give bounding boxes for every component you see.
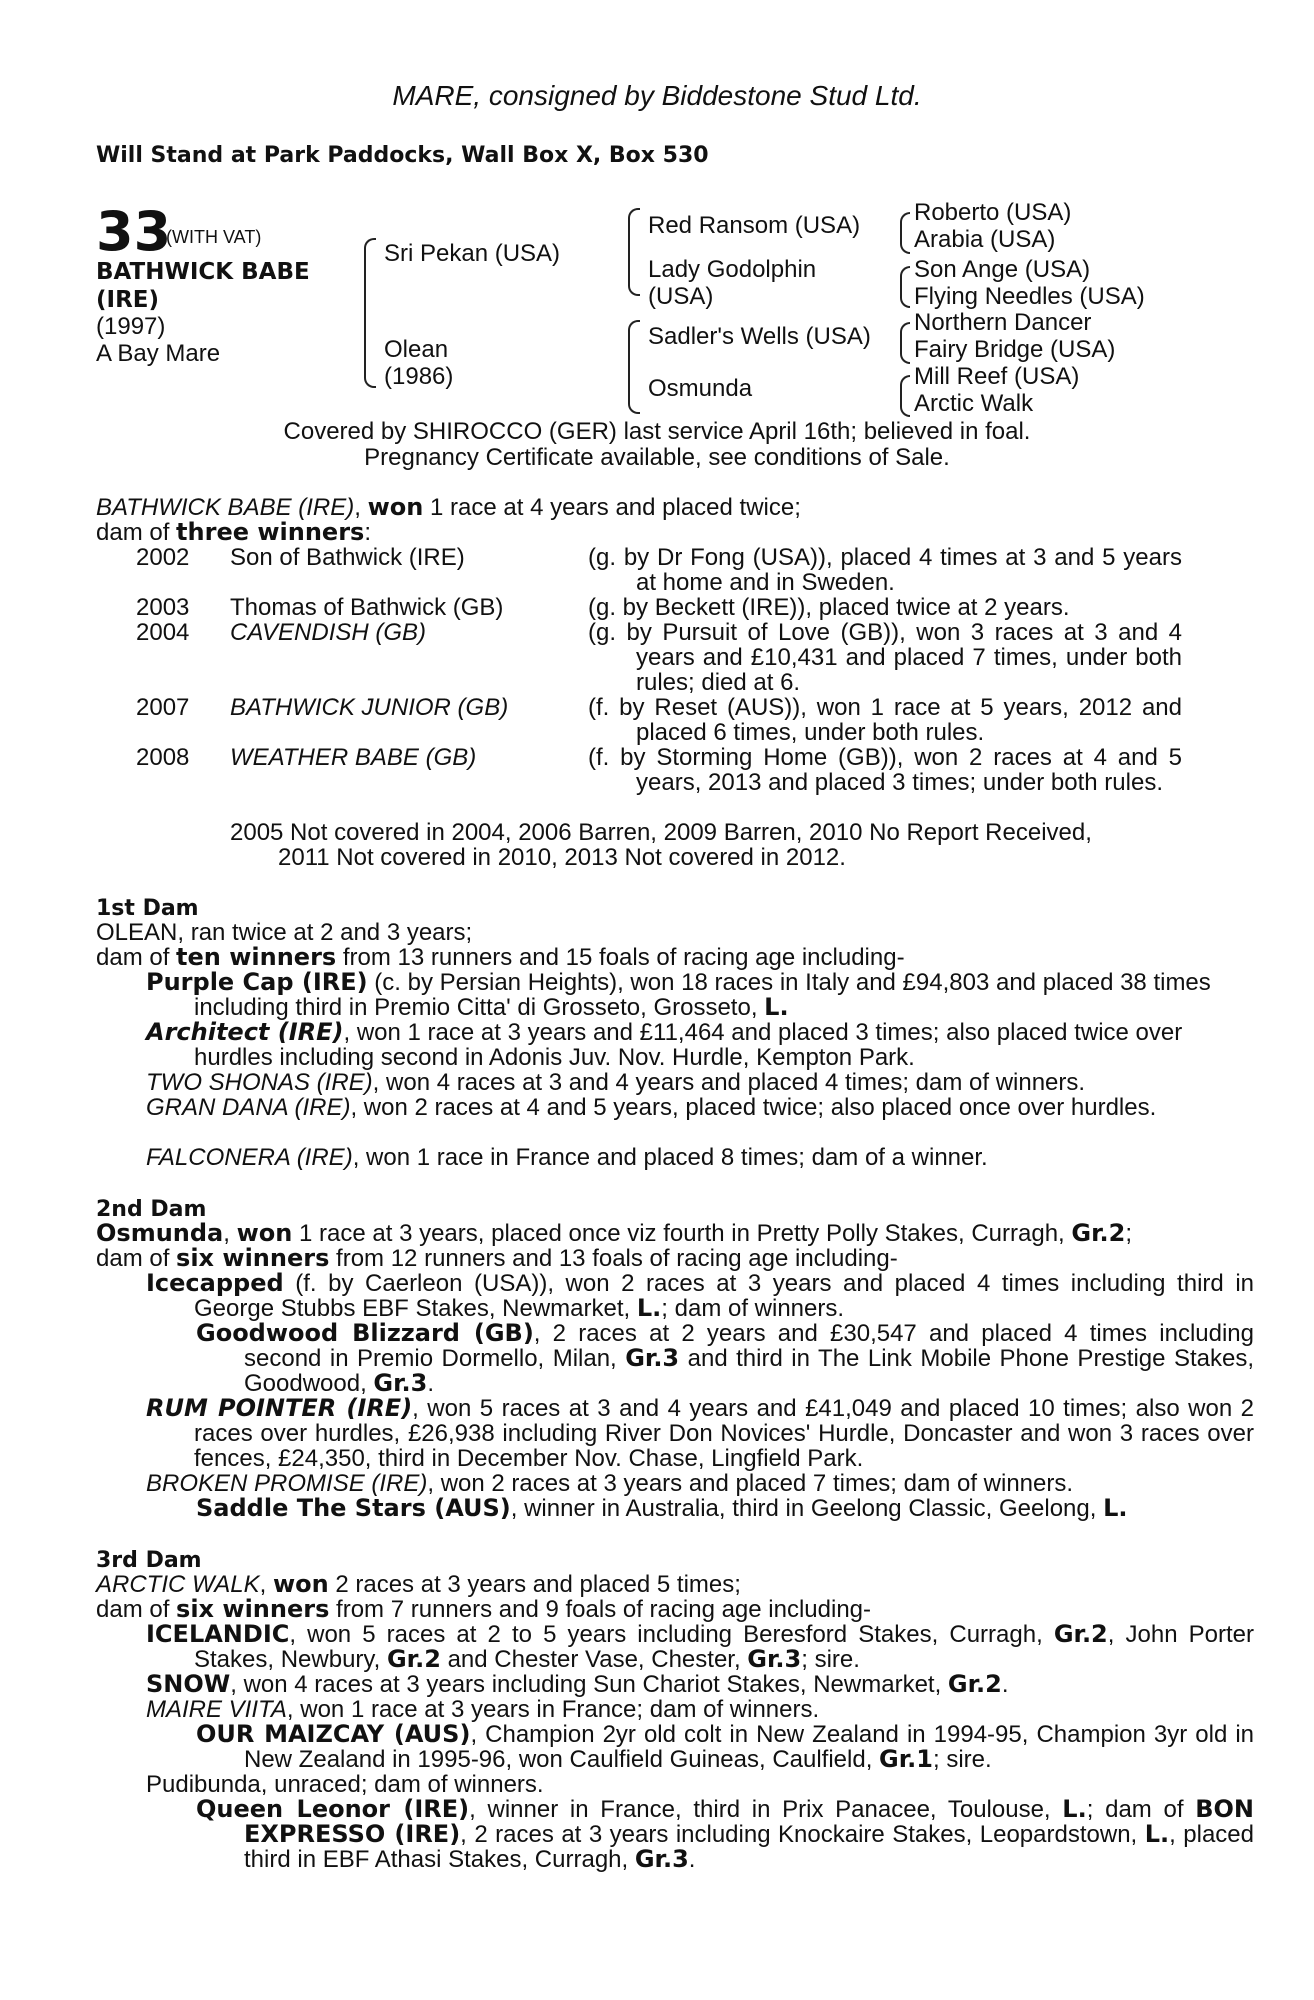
produce-entry: Purple Cap (IRE) (c. by Persian Heights), won 18 races in Italy and £94,803 and placed 38 times including third in Premio Citta' di Grosseto, Grosseto, L. — [146, 968, 1211, 1021]
pedigree-brace — [628, 208, 640, 296]
produce-name: CAVENDISH (GB) — [230, 619, 427, 646]
horse-year: (1997) — [96, 313, 166, 340]
produce-year: 2007 — [136, 694, 190, 721]
produce-description: (f. by Reset (AUS)), won 1 race at 5 years, 2012 and placed 6 times, under both rules. — [588, 694, 1182, 746]
first-dam-produce-summary: dam of ten winners from 13 runners and 15 foals of racing age including- — [96, 943, 905, 971]
produce-entry: Architect (IRE), won 1 race at 3 years and £11,464 and placed 3 times; also placed twice over hurdles including second in Adonis Juv. Nov. Hurdle, Kempton Park. — [146, 1018, 1183, 1071]
second-dam-produce-summary: dam of six winners from 12 runners and 13 foals of racing age including- — [96, 1244, 898, 1272]
produce-entry: ICELANDIC, won 5 races at 2 to 5 years including Beresford Stakes, Curragh, Gr.2, John Porter Stakes, Newbury, Gr.2 and Chester Vase, Chester, Gr.3; sire. — [146, 1620, 1255, 1673]
dam-dam-dam: Arctic Walk — [914, 390, 1034, 417]
produce-entry: OUR MAIZCAY (AUS), Champion 2yr old colt in New Zealand in 1994-95, Champion 3yr old in New Zealand in 1995-96, won Caulfield Guineas, Caulfield, Gr.1; sire. — [196, 1720, 1255, 1773]
produce-entry: TWO SHONAS (IRE), won 4 races at 3 and 4 years and placed 4 times; dam of winners. — [146, 1069, 1086, 1096]
third-dam-produce-summary: dam of six winners from 7 runners and 9 foals of racing age including- — [96, 1595, 872, 1623]
third-dam-heading: 3rd Dam — [96, 1548, 202, 1573]
third-dam-record: ARCTIC WALK, won 2 races at 3 years and placed 5 times; — [96, 1570, 741, 1598]
sire-name: Sri Pekan (USA) — [384, 240, 561, 267]
produce-description: (g. by Beckett (IRE)), placed twice at 2 years. — [588, 594, 1070, 621]
pedigree-brace — [364, 238, 376, 388]
first-dam-record: OLEAN, ran twice at 2 and 3 years; — [96, 919, 473, 946]
mare-record-text: 1 race at 4 years and placed twice; — [423, 494, 801, 521]
dam-sire: Sadler's Wells (USA) — [648, 323, 871, 350]
sire-sire-dam: Arabia (USA) — [914, 226, 1056, 253]
first-dam-heading: 1st Dam — [96, 896, 199, 921]
second-dam-record: Osmunda, won 1 race at 3 years, placed once viz fourth in Pretty Polly Stakes, Curragh, Gr.2; — [96, 1219, 1132, 1247]
mare-winners: three winners — [176, 518, 365, 546]
produce-year: 2003 — [136, 594, 190, 621]
second-dam-heading: 2nd Dam — [96, 1197, 207, 1222]
stand-location: Will Stand at Park Paddocks, Wall Box X, Box 530 — [96, 143, 709, 168]
produce-description: (g. by Dr Fong (USA)), placed 4 times at 3 and 5 years at home and in Sweden. — [588, 544, 1182, 596]
produce-entry: GRAN DANA (IRE), won 2 races at 4 and 5 years, placed twice; also placed once over hurdles. — [146, 1094, 1157, 1121]
pedigree-brace — [900, 266, 910, 308]
produce-entry: RUM POINTER (IRE), won 5 races at 3 and 4 years and £41,049 and placed 10 times; also won 2 races over hurdles, £26,938 including River Don Novices' Hurdle, Doncaster and won 3 races over fences, £24,350, third in December Nov. Chase, Lingfield Park. — [146, 1394, 1254, 1472]
horse-name: BATHWICK BABE (IRE) — [96, 259, 310, 313]
produce-entry: Goodwood Blizzard (GB), 2 races at 2 years and £30,547 and placed 4 times including second in Premio Dormello, Milan, Gr.3 and third in The Link Mobile Phone Prestige Stakes, Goodwood, Gr.3. — [196, 1319, 1254, 1397]
horse-info — [96, 313, 220, 367]
produce-entry: Icecapped (f. by Caerleon (USA)), won 2 races at 3 years and placed 4 times including third in George Stubbs EBF Stakes, Newmarket, L.; dam of winners. — [146, 1269, 1254, 1322]
sire-dam-sire: Son Ange (USA) — [914, 256, 1091, 283]
sire-dam-dam: Flying Needles (USA) — [914, 283, 1145, 310]
horse-description: A Bay Mare — [96, 340, 221, 367]
produce-year: 2004 — [136, 619, 190, 646]
produce-entry: MAIRE VIITA, won 1 race at 3 years in France; dam of winners. — [146, 1696, 820, 1723]
produce-entry: Pudibunda, unraced; dam of winners. — [146, 1771, 544, 1798]
sire-sire-sire: Roberto (USA) — [914, 199, 1072, 226]
produce-notes-1: 2005 Not covered in 2004, 2006 Barren, 2009 Barren, 2010 No Report Received, — [230, 819, 1092, 846]
covered-line-1: Covered by SHIROCCO (GER) last service April 16th; believed in foal. — [283, 418, 1031, 445]
mare-record: BATHWICK BABE (IRE), won 1 race at 4 years and placed twice; — [96, 493, 801, 521]
mare-dam-of: dam of three winners: — [96, 518, 371, 546]
produce-entry: Queen Leonor (IRE), winner in France, third in Prix Panacee, Toulouse, L.; dam of BON EXPRESSO (IRE), 2 races at 3 years including Knockaire Stakes, Leopardstown, L., placed third in EBF Athasi Stakes, Curragh, Gr.3. — [196, 1795, 1254, 1873]
pedigree-brace — [900, 212, 910, 254]
sire-dam-country: (USA) — [648, 283, 714, 310]
sire-dam: Lady Godolphin — [648, 256, 817, 283]
produce-description: (g. by Pursuit of Love (GB)), won 3 races at 3 and 4 years and £10,431 and placed 7 times, under both rules; died at 6. — [588, 619, 1182, 696]
dam-name: Olean — [384, 336, 449, 363]
produce-year: 2002 — [136, 544, 190, 571]
produce-entry: Saddle The Stars (AUS), winner in Australia, third in Geelong Classic, Geelong, L. — [196, 1494, 1128, 1522]
produce-notes-2: 2011 Not covered in 2010, 2013 Not covered in 2012. — [278, 844, 846, 871]
produce-year: 2008 — [136, 744, 190, 771]
dam-sire-dam: Fairy Bridge (USA) — [914, 336, 1116, 363]
vat-note: (WITH VAT) — [166, 227, 262, 247]
covered-line-2: Pregnancy Certificate available, see conditions of Sale. — [364, 444, 950, 471]
produce-entry: BROKEN PROMISE (IRE), won 2 races at 3 years and placed 7 times; dam of winners. — [146, 1470, 1074, 1497]
mare-won: won — [367, 493, 424, 521]
produce-description: (f. by Storming Home (GB)), won 2 races at 4 and 5 years, 2013 and placed 3 times; under both rules. — [588, 744, 1182, 796]
dam-year: (1986) — [384, 363, 454, 390]
page-title: MARE, consigned by Biddestone Stud Ltd. — [392, 80, 922, 111]
produce-entry: SNOW, won 4 races at 3 years including Sun Chariot Stakes, Newmarket, Gr.2. — [146, 1670, 1009, 1698]
dam-sire-sire: Northern Dancer — [914, 309, 1092, 336]
sire-sire: Red Ransom (USA) — [648, 212, 861, 239]
dam-dam: Osmunda — [648, 375, 753, 402]
produce-name: Son of Bathwick (IRE) — [230, 544, 465, 571]
produce-name: Thomas of Bathwick (GB) — [230, 594, 504, 621]
produce-name: BATHWICK JUNIOR (GB) — [230, 694, 509, 721]
dam-dam-sire: Mill Reef (USA) — [914, 363, 1080, 390]
pedigree-brace — [628, 320, 640, 414]
pedigree-brace — [900, 322, 910, 364]
pedigree-brace — [900, 375, 910, 417]
mare-name: BATHWICK BABE (IRE) — [96, 494, 355, 521]
produce-entry: FALCONERA (IRE), won 1 race in France and placed 8 times; dam of a winner. — [146, 1144, 988, 1171]
lot-number: 33 — [96, 200, 172, 263]
produce-name: WEATHER BABE (GB) — [230, 744, 477, 771]
